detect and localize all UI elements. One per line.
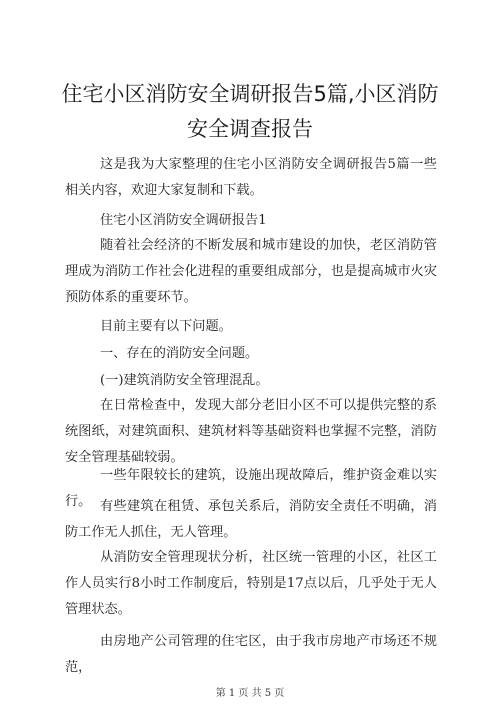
document-title-line-1: 住宅小区消防安全调研报告5篇,小区消防	[61, 82, 439, 106]
section-heading-report-1: 住宅小区消防安全调研报告1	[100, 213, 267, 228]
sub-heading: (一)建筑消防安全管理混乱。	[100, 373, 269, 388]
body-paragraph: 由房地产公司管理的住宅区，由于我市房地产市场还不规范，	[65, 634, 437, 675]
section-heading: 一、存在的消防安全问题。	[100, 346, 259, 361]
body-paragraph: 从消防安全管理现状分析，社区统一管理的小区，社区工作人员实行8小时工作制度后，特别是17点以后，几乎处于无人管理状态。	[65, 550, 437, 617]
page-number-footer: 第 1 页 共 5 页	[215, 688, 285, 699]
body-paragraph: 有些建筑在租赁、承包关系后，消防安全责任不明确，消防工作无人抓住，无人管理。	[65, 499, 437, 540]
document-title-line-2: 安全调查报告	[187, 117, 313, 141]
intro-paragraph: 这是我为大家整理的住宅小区消防安全调研报告5篇一些相关内容，欢迎大家复制和下载。	[65, 157, 437, 198]
body-paragraph: 目前主要有以下问题。	[100, 319, 232, 334]
body-paragraph: 在日常检查中，发现大部分老旧小区不可以提供完整的系统图纸，对建筑面积、建筑材料等基础资料也掌握不完整，消防安全管理基础较弱。	[65, 398, 437, 465]
body-paragraph: 一些年限较长的建筑，设施出现故障后，维护资金难以实行。	[65, 468, 437, 509]
body-paragraph: 随着社会经济的不断发展和城市建设的加快，老区消防管理成为消防工作社会化进程的重要组成部分，也是提高城市火灾预防体系的重要环节。	[65, 238, 437, 305]
